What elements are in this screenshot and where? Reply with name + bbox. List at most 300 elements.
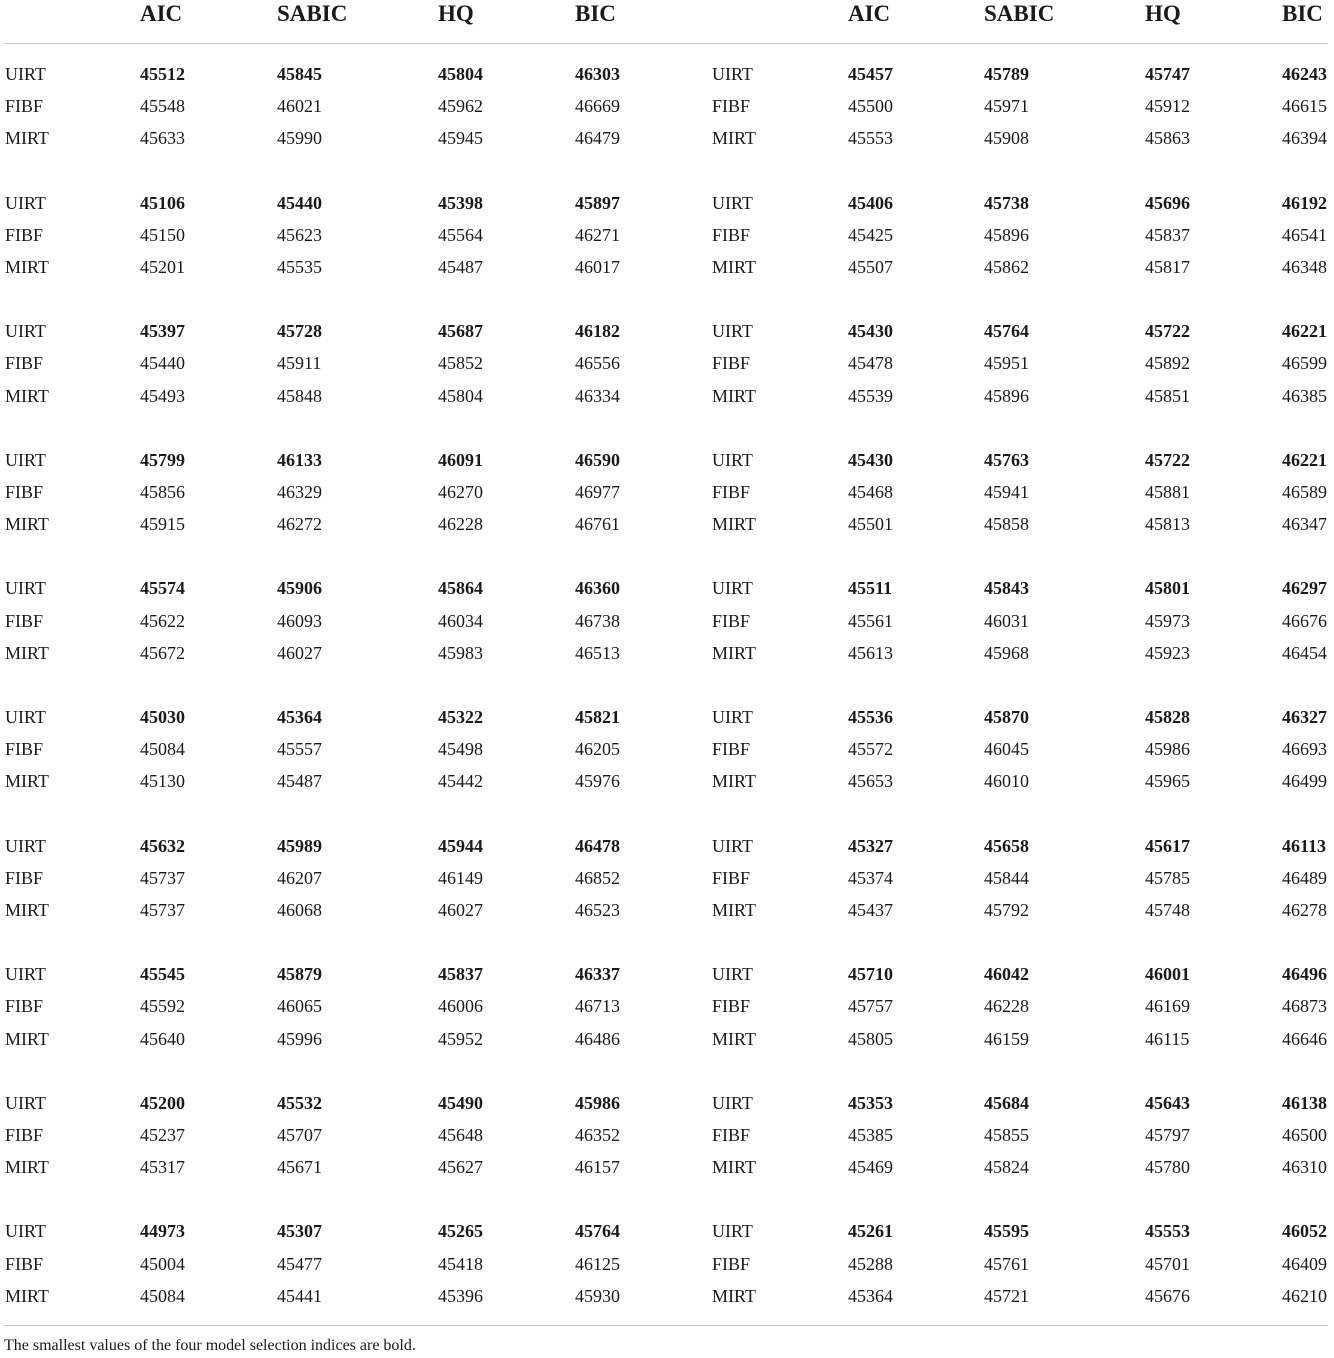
table-cell: 45622 [140, 611, 185, 631]
table-cell: 45737 [140, 868, 185, 888]
table-cell: 45574 [140, 578, 185, 598]
table-cell: 46669 [575, 96, 620, 116]
table-cell: 45721 [984, 1286, 1029, 1306]
row-label: MIRT [5, 771, 49, 791]
table-cell: 45477 [277, 1254, 322, 1274]
row-label: MIRT [5, 514, 49, 534]
table-cell: 45084 [140, 1286, 185, 1306]
table-cell: 46385 [1282, 386, 1327, 406]
table-cell: 46761 [575, 514, 620, 534]
table-cell: 45572 [848, 739, 893, 759]
table-cell: 46327 [1282, 707, 1327, 727]
table-cell: 46479 [575, 128, 620, 148]
row-label: FIBF [5, 868, 44, 888]
table-cell: 45763 [984, 450, 1029, 470]
row-label: UIRT [5, 1093, 46, 1113]
table-cell: 45671 [277, 1157, 322, 1177]
row-label: MIRT [5, 900, 49, 920]
table-cell: 46278 [1282, 900, 1327, 920]
table-cell: 45983 [438, 643, 483, 663]
row-label: FIBF [5, 482, 44, 502]
table-cell: 45457 [848, 64, 893, 84]
table-cell: 45640 [140, 1029, 185, 1049]
table-cell: 45440 [277, 193, 322, 213]
table-cell: 45397 [140, 321, 185, 341]
table-cell: 46001 [1145, 964, 1190, 984]
table-cell: 45696 [1145, 193, 1190, 213]
table-cell: 45478 [848, 353, 893, 373]
table-cell: 45996 [277, 1029, 322, 1049]
row-label: MIRT [5, 386, 49, 406]
table-cell: 45440 [140, 353, 185, 373]
table-cell: 45004 [140, 1254, 185, 1274]
row-label: MIRT [712, 257, 756, 277]
table-cell: 45945 [438, 128, 483, 148]
table-cell: 45748 [1145, 900, 1190, 920]
table-cell: 46360 [575, 578, 620, 598]
table-cell: 45658 [984, 836, 1029, 856]
table-cell: 46091 [438, 450, 483, 470]
table-cell: 45911 [277, 353, 322, 373]
table-cell: 46676 [1282, 611, 1327, 631]
row-label: MIRT [712, 514, 756, 534]
table-cell: 45613 [848, 643, 893, 663]
table-cell: 45672 [140, 643, 185, 663]
table-cell: 45237 [140, 1125, 185, 1145]
table-cell: 45396 [438, 1286, 483, 1306]
table-cell: 46093 [277, 611, 322, 631]
table-cell: 45200 [140, 1093, 185, 1113]
table-cell: 46713 [575, 996, 620, 1016]
table-cell: 45487 [277, 771, 322, 791]
row-label: UIRT [5, 964, 46, 984]
table-cell: 45592 [140, 996, 185, 1016]
row-label: FIBF [5, 353, 44, 373]
table-cell: 45962 [438, 96, 483, 116]
table-cell: 45469 [848, 1157, 893, 1177]
table-cell: 46590 [575, 450, 620, 470]
row-label: UIRT [5, 193, 46, 213]
col-header-hq-left: HQ [438, 1, 474, 26]
row-label: MIRT [712, 643, 756, 663]
table-cell: 46852 [575, 868, 620, 888]
table-cell: 45327 [848, 836, 893, 856]
table-footnote: The smallest values of the four model selection indices are bold. [4, 1337, 416, 1354]
table-cell: 46615 [1282, 96, 1327, 116]
table-cell: 46334 [575, 386, 620, 406]
table-cell: 45493 [140, 386, 185, 406]
row-label: FIBF [5, 225, 44, 245]
row-label: MIRT [712, 1157, 756, 1177]
table-cell: 45764 [984, 321, 1029, 341]
row-label: UIRT [5, 321, 46, 341]
table-cell: 46499 [1282, 771, 1327, 791]
table-cell: 45150 [140, 225, 185, 245]
table-cell: 45799 [140, 450, 185, 470]
table-cell: 45507 [848, 257, 893, 277]
table-cell: 46272 [277, 514, 322, 534]
table-cell: 45425 [848, 225, 893, 245]
table-cell: 46169 [1145, 996, 1190, 1016]
table-cell: 46138 [1282, 1093, 1327, 1113]
footer-divider [4, 1325, 1328, 1326]
table-cell: 46034 [438, 611, 483, 631]
table-cell: 46205 [575, 739, 620, 759]
table-cell: 45632 [140, 836, 185, 856]
table-cell: 45965 [1145, 771, 1190, 791]
table-cell: 45837 [1145, 225, 1190, 245]
table-cell: 45564 [438, 225, 483, 245]
col-header-bic-left: BIC [575, 1, 616, 26]
table-cell: 46489 [1282, 868, 1327, 888]
table-cell: 45130 [140, 771, 185, 791]
table-cell: 45553 [1145, 1221, 1190, 1241]
table-cell: 45930 [575, 1286, 620, 1306]
row-label: FIBF [712, 96, 751, 116]
table-cell: 45288 [848, 1254, 893, 1274]
table-cell: 45864 [438, 578, 483, 598]
row-label: UIRT [712, 193, 753, 213]
table-cell: 45623 [277, 225, 322, 245]
table-cell: 46182 [575, 321, 620, 341]
row-label: MIRT [5, 1029, 49, 1049]
table-cell: 45852 [438, 353, 483, 373]
row-label: UIRT [5, 1221, 46, 1241]
table-cell: 46042 [984, 964, 1029, 984]
table-cell: 45986 [575, 1093, 620, 1113]
table-cell: 45728 [277, 321, 322, 341]
row-label: FIBF [712, 353, 751, 373]
col-header-sabic-right: SABIC [984, 1, 1055, 26]
table-cell: 45813 [1145, 514, 1190, 534]
table-cell: 45487 [438, 257, 483, 277]
table-cell: 45896 [984, 225, 1029, 245]
table-cell: 45952 [438, 1029, 483, 1049]
table-cell: 46394 [1282, 128, 1327, 148]
row-label: FIBF [5, 1125, 44, 1145]
table-cell: 45944 [438, 836, 483, 856]
row-label: MIRT [712, 386, 756, 406]
table-cell: 45441 [277, 1286, 322, 1306]
table-cell: 46352 [575, 1125, 620, 1145]
table-cell: 45722 [1145, 450, 1190, 470]
table-cell: 45797 [1145, 1125, 1190, 1145]
table-cell: 45627 [438, 1157, 483, 1177]
row-label: MIRT [5, 1157, 49, 1177]
table-cell: 45968 [984, 643, 1029, 663]
table-cell: 45973 [1145, 611, 1190, 631]
table-cell: 45430 [848, 450, 893, 470]
table-cell: 45879 [277, 964, 322, 984]
table-cell: 45851 [1145, 386, 1190, 406]
table-cell: 45915 [140, 514, 185, 534]
row-label: FIBF [712, 996, 751, 1016]
table-cell: 46115 [1145, 1029, 1190, 1049]
col-header-bic-right: BIC [1282, 1, 1323, 26]
table-cell: 46017 [575, 257, 620, 277]
row-label: UIRT [712, 64, 753, 84]
row-label: MIRT [712, 771, 756, 791]
table-cell: 46556 [575, 353, 620, 373]
row-label: FIBF [712, 482, 751, 502]
table-cell: 45030 [140, 707, 185, 727]
table-cell: 46478 [575, 836, 620, 856]
table-cell: 45317 [140, 1157, 185, 1177]
table-cell: 45265 [438, 1221, 483, 1241]
table-cell: 46337 [575, 964, 620, 984]
table-cell: 46228 [984, 996, 1029, 1016]
table-cell: 45896 [984, 386, 1029, 406]
row-label: MIRT [712, 1286, 756, 1306]
row-label: MIRT [712, 1029, 756, 1049]
row-label: UIRT [712, 1093, 753, 1113]
table-cell: 45617 [1145, 836, 1190, 856]
table-cell: 46228 [438, 514, 483, 534]
table-cell: 45990 [277, 128, 322, 148]
table-cell: 45398 [438, 193, 483, 213]
table-cell: 45941 [984, 482, 1029, 502]
table-cell: 46021 [277, 96, 322, 116]
table-cell: 45976 [575, 771, 620, 791]
row-label: FIBF [712, 225, 751, 245]
row-label: UIRT [712, 707, 753, 727]
table-cell: 46486 [575, 1029, 620, 1049]
row-label: UIRT [5, 578, 46, 598]
table-cell: 46738 [575, 611, 620, 631]
table-cell: 45843 [984, 578, 1029, 598]
table-cell: 46207 [277, 868, 322, 888]
row-label: FIBF [5, 96, 44, 116]
table-cell: 45989 [277, 836, 322, 856]
table-cell: 45908 [984, 128, 1029, 148]
table-cell: 45545 [140, 964, 185, 984]
row-label: FIBF [712, 611, 751, 631]
table-cell: 45374 [848, 868, 893, 888]
table-cell: 45643 [1145, 1093, 1190, 1113]
row-label: FIBF [5, 996, 44, 1016]
table-cell: 45804 [438, 386, 483, 406]
table-cell: 45870 [984, 707, 1029, 727]
table-cell: 45951 [984, 353, 1029, 373]
table-cell: 46347 [1282, 514, 1327, 534]
table-cell: 45863 [1145, 128, 1190, 148]
table-cell: 45707 [277, 1125, 322, 1145]
row-label: FIBF [712, 1125, 751, 1145]
table-cell: 45406 [848, 193, 893, 213]
table-cell: 45201 [140, 257, 185, 277]
table-cell: 45844 [984, 868, 1029, 888]
table-cell: 45442 [438, 771, 483, 791]
row-label: FIBF [5, 739, 44, 759]
row-label: UIRT [712, 321, 753, 341]
table-cell: 45437 [848, 900, 893, 920]
table-cell: 45701 [1145, 1254, 1190, 1274]
table-cell: 46270 [438, 482, 483, 502]
table-cell: 46310 [1282, 1157, 1327, 1177]
table-cell: 46006 [438, 996, 483, 1016]
table-cell: 46513 [575, 643, 620, 663]
table-cell: 45757 [848, 996, 893, 1016]
table-cell: 46454 [1282, 643, 1327, 663]
row-label: UIRT [5, 450, 46, 470]
table-cell: 45761 [984, 1254, 1029, 1274]
table-cell: 46027 [277, 643, 322, 663]
table-cell: 45789 [984, 64, 1029, 84]
table-cell: 45738 [984, 193, 1029, 213]
table-cell: 45595 [984, 1221, 1029, 1241]
table-cell: 45536 [848, 707, 893, 727]
row-label: UIRT [712, 1221, 753, 1241]
table-cell: 46027 [438, 900, 483, 920]
table-cell: 46599 [1282, 353, 1327, 373]
col-header-aic-right: AIC [848, 1, 891, 26]
table-cell: 45821 [575, 707, 620, 727]
table-cell: 45106 [140, 193, 185, 213]
row-label: UIRT [712, 836, 753, 856]
row-label: UIRT [712, 450, 753, 470]
row-label: MIRT [5, 643, 49, 663]
table-cell: 45468 [848, 482, 893, 502]
table-cell: 45633 [140, 128, 185, 148]
row-label: MIRT [712, 128, 756, 148]
table-cell: 45855 [984, 1125, 1029, 1145]
table-cell: 46210 [1282, 1286, 1327, 1306]
table-cell: 45500 [848, 96, 893, 116]
table-cell: 45892 [1145, 353, 1190, 373]
table-cell: 45307 [277, 1221, 322, 1241]
table-cell: 45511 [848, 578, 893, 598]
table-cell: 45561 [848, 611, 893, 631]
table-cell: 46243 [1282, 64, 1327, 84]
table-cell: 46496 [1282, 964, 1327, 984]
table-cell: 45418 [438, 1254, 483, 1274]
table-cell: 45764 [575, 1221, 620, 1241]
table-cell: 46303 [575, 64, 620, 84]
table-cell: 45824 [984, 1157, 1029, 1177]
table-cell: 45801 [1145, 578, 1190, 598]
table-cell: 45710 [848, 964, 893, 984]
table-cell: 46045 [984, 739, 1029, 759]
table-cell: 45353 [848, 1093, 893, 1113]
table-cell: 46068 [277, 900, 322, 920]
table-cell: 45862 [984, 257, 1029, 277]
table-cell: 45856 [140, 482, 185, 502]
table-cell: 45548 [140, 96, 185, 116]
col-header-aic-left: AIC [140, 1, 183, 26]
col-header-hq-right: HQ [1145, 1, 1181, 26]
table-cell: 45532 [277, 1093, 322, 1113]
table-cell: 46646 [1282, 1029, 1327, 1049]
row-label: UIRT [5, 836, 46, 856]
table-cell: 45430 [848, 321, 893, 341]
table-cell: 45897 [575, 193, 620, 213]
row-label: FIBF [712, 1254, 751, 1274]
row-label: MIRT [5, 1286, 49, 1306]
table-cell: 45828 [1145, 707, 1190, 727]
table-cell: 45923 [1145, 643, 1190, 663]
table-cell: 45501 [848, 514, 893, 534]
table-cell: 45498 [438, 739, 483, 759]
table-cell: 45322 [438, 707, 483, 727]
table-cell: 45687 [438, 321, 483, 341]
col-header-sabic-left: SABIC [277, 1, 348, 26]
table-cell: 45084 [140, 739, 185, 759]
table-cell: 46500 [1282, 1125, 1327, 1145]
row-label: UIRT [5, 707, 46, 727]
table-cell: 46125 [575, 1254, 620, 1274]
table-cell: 46523 [575, 900, 620, 920]
row-label: FIBF [712, 739, 751, 759]
table-cell: 45722 [1145, 321, 1190, 341]
row-label: MIRT [5, 257, 49, 277]
table-cell: 45858 [984, 514, 1029, 534]
table-cell: 45845 [277, 64, 322, 84]
table-cell: 45804 [438, 64, 483, 84]
row-label: FIBF [712, 868, 751, 888]
table-cell: 46010 [984, 771, 1029, 791]
row-label: UIRT [712, 578, 753, 598]
table-cell: 45747 [1145, 64, 1190, 84]
table-cell: 45848 [277, 386, 322, 406]
table-cell: 46541 [1282, 225, 1327, 245]
table-cell: 45364 [277, 707, 322, 727]
table-cell: 46271 [575, 225, 620, 245]
table-cell: 46409 [1282, 1254, 1327, 1274]
table-cell: 46065 [277, 996, 322, 1016]
table-cell: 46221 [1282, 321, 1327, 341]
table-cell: 44973 [140, 1221, 185, 1241]
table-cell: 46348 [1282, 257, 1327, 277]
table-cell: 45785 [1145, 868, 1190, 888]
table-cell: 46149 [438, 868, 483, 888]
row-label: MIRT [712, 900, 756, 920]
table-cell: 45737 [140, 900, 185, 920]
table-cell: 46977 [575, 482, 620, 502]
row-label: MIRT [5, 128, 49, 148]
table-cell: 46589 [1282, 482, 1327, 502]
table-cell: 45648 [438, 1125, 483, 1145]
table-cell: 45792 [984, 900, 1029, 920]
table-cell: 45817 [1145, 257, 1190, 277]
table-cell: 46031 [984, 611, 1029, 631]
table-cell: 45261 [848, 1221, 893, 1241]
table-cell: 45364 [848, 1286, 893, 1306]
table-cell: 45912 [1145, 96, 1190, 116]
table-cell: 45986 [1145, 739, 1190, 759]
table-cell: 46192 [1282, 193, 1327, 213]
table-cell: 45684 [984, 1093, 1029, 1113]
table-cell: 46052 [1282, 1221, 1327, 1241]
table-cell: 45535 [277, 257, 322, 277]
table-cell: 45512 [140, 64, 185, 84]
table-cell: 46873 [1282, 996, 1327, 1016]
table-cell: 46297 [1282, 578, 1327, 598]
table-cell: 46221 [1282, 450, 1327, 470]
table-cell: 45557 [277, 739, 322, 759]
table-cell: 45971 [984, 96, 1029, 116]
row-label: FIBF [5, 611, 44, 631]
table-cell: 45780 [1145, 1157, 1190, 1177]
table-cell: 46693 [1282, 739, 1327, 759]
table-cell: 46133 [277, 450, 322, 470]
table-cell: 46157 [575, 1157, 620, 1177]
table-cell: 45837 [438, 964, 483, 984]
table-cell: 45490 [438, 1093, 483, 1113]
table-cell: 46159 [984, 1029, 1029, 1049]
table-cell: 45553 [848, 128, 893, 148]
row-label: UIRT [712, 964, 753, 984]
table-cell: 45906 [277, 578, 322, 598]
